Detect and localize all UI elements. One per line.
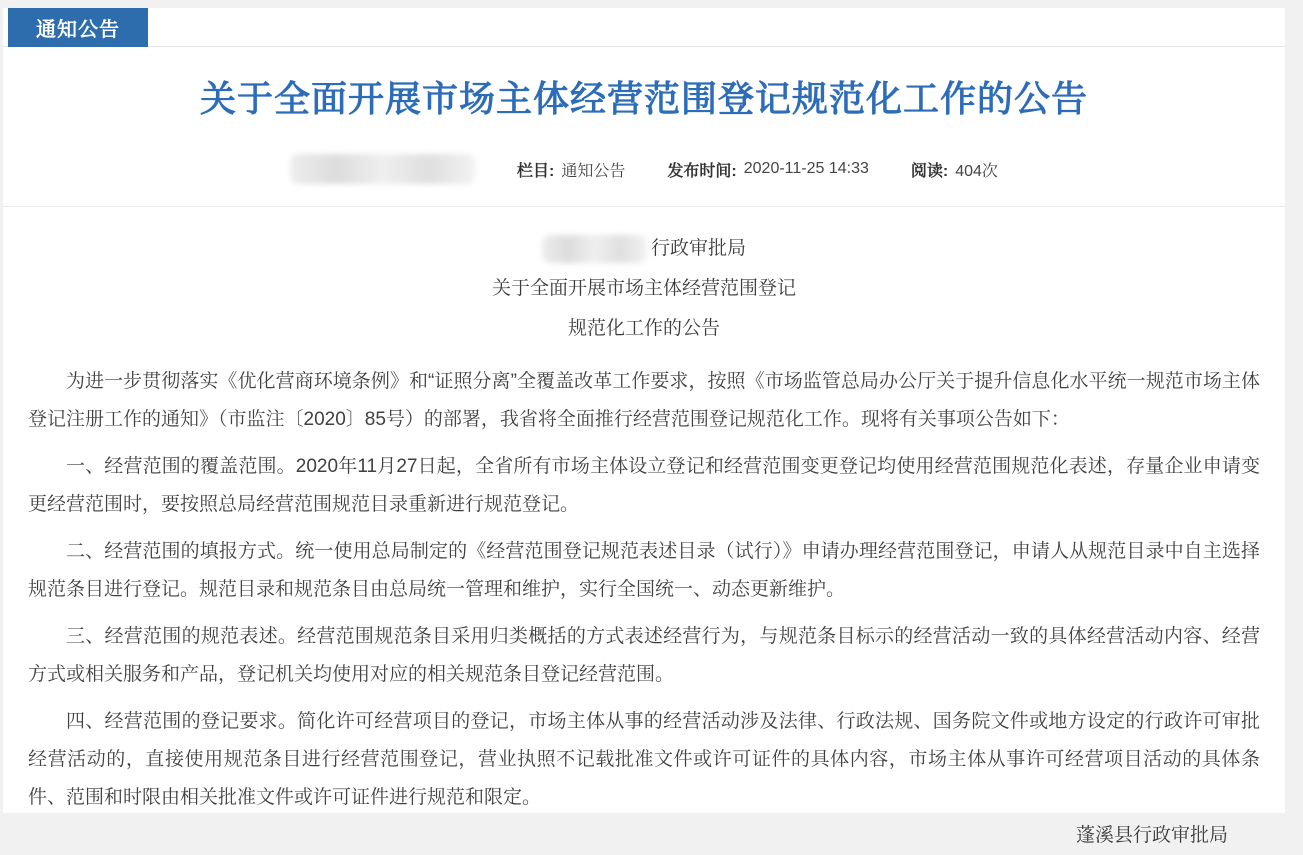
- doc-heading-line3: 规范化工作的公告: [28, 309, 1260, 349]
- meta-publish-label: 发布时间:: [667, 158, 736, 181]
- body-paragraph: 一、经营范围的覆盖范围。2020年11月27日起，全省所有市场主体设立登记和经营范围变更登记均使用经营范围规范化表述，存量企业申请变更经营范围时，要按照总局经营范围规范目录重新进行规范登记。: [28, 448, 1260, 524]
- panel-header: [3, 8, 1285, 47]
- meta-views-label: 阅读:: [911, 158, 948, 181]
- article-body: [3, 207, 1285, 855]
- body-paragraph: 三、经营范围的规范表述。经营范围规范条目采用归类概括的方式表述经营行为，与规范条目标示的经营活动一致的具体经营活动内容、经营方式或相关服务和产品，登记机关均使用对应的相关规范条目登记经营范围。: [28, 618, 1260, 694]
- article-title: 关于全面开展市场主体经营范围登记规范化工作的公告: [3, 71, 1285, 122]
- meta-column-value: 通知公告: [561, 158, 625, 181]
- meta-views: [911, 158, 998, 181]
- tab-notice-announcements[interactable]: 通知公告: [8, 8, 148, 47]
- body-paragraph: 为进一步贯彻落实《优化营商环境条例》和“证照分离”全覆盖改革工作要求，按照《市场监管总局办公厅关于提升信息化水平统一规范市场主体登记注册工作的通知》（市监注〔2020〕85号）的部署，我省将全面推行经营范围登记规范化工作。现将有关事项公告如下：: [28, 363, 1260, 439]
- meta-views-value: 404次: [955, 158, 998, 181]
- body-paragraph: 二、经营范围的填报方式。统一使用总局制定的《经营范围登记规范表述目录（试行）》申请办理经营范围登记，申请人从规范目录中自主选择规范条目进行登记。规范目录和规范条目由总局统一管理和维护，实行全国统一、动态更新维护。: [28, 533, 1260, 609]
- doc-heading-agency-text: 行政审批局: [651, 238, 746, 259]
- doc-heading-line2: 关于全面开展市场主体经营范围登记: [28, 269, 1260, 309]
- redacted-agency-prefix: [542, 235, 647, 263]
- body-paragraph: 四、经营范围的登记要求。简化许可经营项目的登记，市场主体从事的经营活动涉及法律、行政法规、国务院文件或地方设定的行政许可审批经营活动的，直接使用规范条目进行经营范围登记，营业执照不记载批准文件或许可证件的具体内容，市场主体从事许可经营项目活动的具体条件、范围和时限由相关批准文件或许可证件进行规范和限定。: [28, 703, 1260, 817]
- content-panel: [3, 8, 1285, 813]
- meta-column-label: 栏目:: [517, 158, 554, 181]
- meta-publish-value: 2020-11-25 14:33: [744, 160, 869, 178]
- doc-heading-agency: [28, 229, 1260, 269]
- signature-agency: 蓬溪县行政审批局: [28, 817, 1260, 855]
- article-meta-row: [3, 154, 1285, 207]
- redacted-source-block: [290, 154, 475, 184]
- meta-publish-time: [667, 158, 868, 181]
- meta-column: [517, 158, 625, 181]
